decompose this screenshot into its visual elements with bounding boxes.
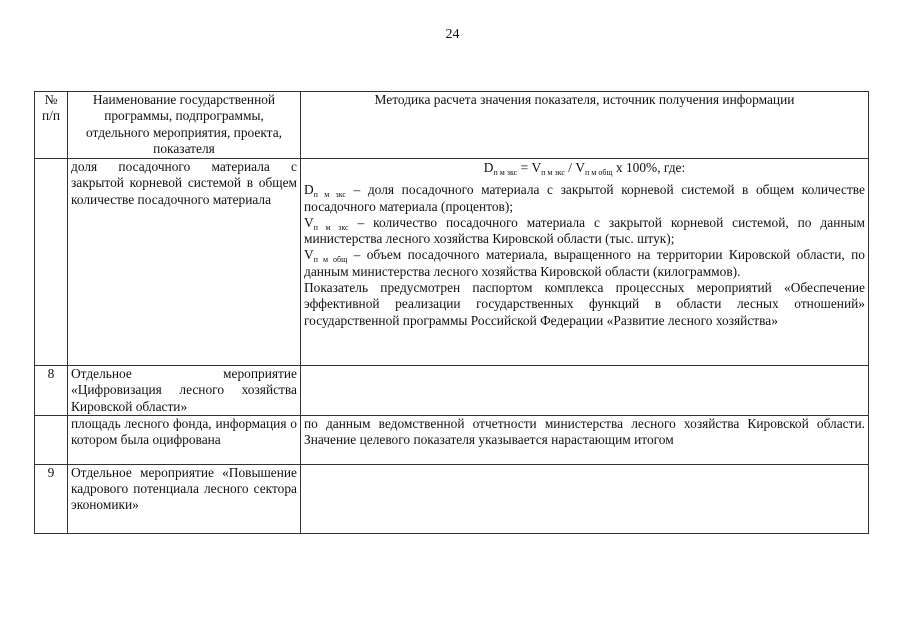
row-name: площадь лесного фонда, информация о котором была оцифрована [68,415,301,464]
table-row [35,366,869,416]
row-methodology [301,159,869,366]
row-methodology [301,366,869,416]
indicator-methodology-table [34,91,869,534]
indicator-note: Показатель предусмотрен паспортом комплекса процессных мероприятий «Обеспечение эффективной реализации государственных функций в области лесных отношений» государственной программы Российской Федерации «Развитие лесного хозяйства» [304,280,865,328]
formula: $D_{п м зкс} = V_{п м зкс} / V_{п м общ}$ x 100%, где: [483,160,686,177]
row-name: доля посадочного материала с закрытой корневой системой в общем количестве посадочного материала [68,159,301,366]
definition-share: $D_{п м зкс}$ – доля посадочного материала с закрытой корневой системой в общем количестве посадочного материала (процентов); [304,182,865,214]
row-methodology [301,464,869,533]
header-name: Наименование государственной программы, подпрограммы, отдельного мероприятия, проекта, показателя [68,92,301,159]
definition-total-volume: $V_{п м общ}$ – объем посадочного материала, выращенного на территории Кировской области, по данным министерства лесного хозяйства Кировской области (килограммов). [304,247,865,279]
table-header-row [35,92,869,159]
header-number: № п/п [35,92,68,159]
definition-closed-root-quantity: $V_{п м зкс}$ – количество посадочного материала с закрытой корневой системой, по данным министерства лесного хозяйства Кировской области (тыс. штук); [304,214,865,247]
page-number: 24 [445,27,460,42]
row-name: Отдельное мероприятие «Цифровизация лесного хозяйства Кировской области» [68,366,301,416]
table-row [35,159,869,366]
row-number [35,415,68,464]
row-name: Отдельное мероприятие «Повышение кадрового потенциала лесного сектора экономики» [68,464,301,533]
row-number [35,159,68,366]
table-row [35,415,869,464]
row-methodology: по данным ведомственной отчетности министерства лесного хозяйства Кировской области. Значение целевого показателя указывается нарастающим итогом [301,415,869,464]
header-methodology: Методика расчета значения показателя, источник получения информации [301,92,869,159]
row-number: 8 [35,366,68,416]
table-row [35,464,869,533]
row-number: 9 [35,464,68,533]
